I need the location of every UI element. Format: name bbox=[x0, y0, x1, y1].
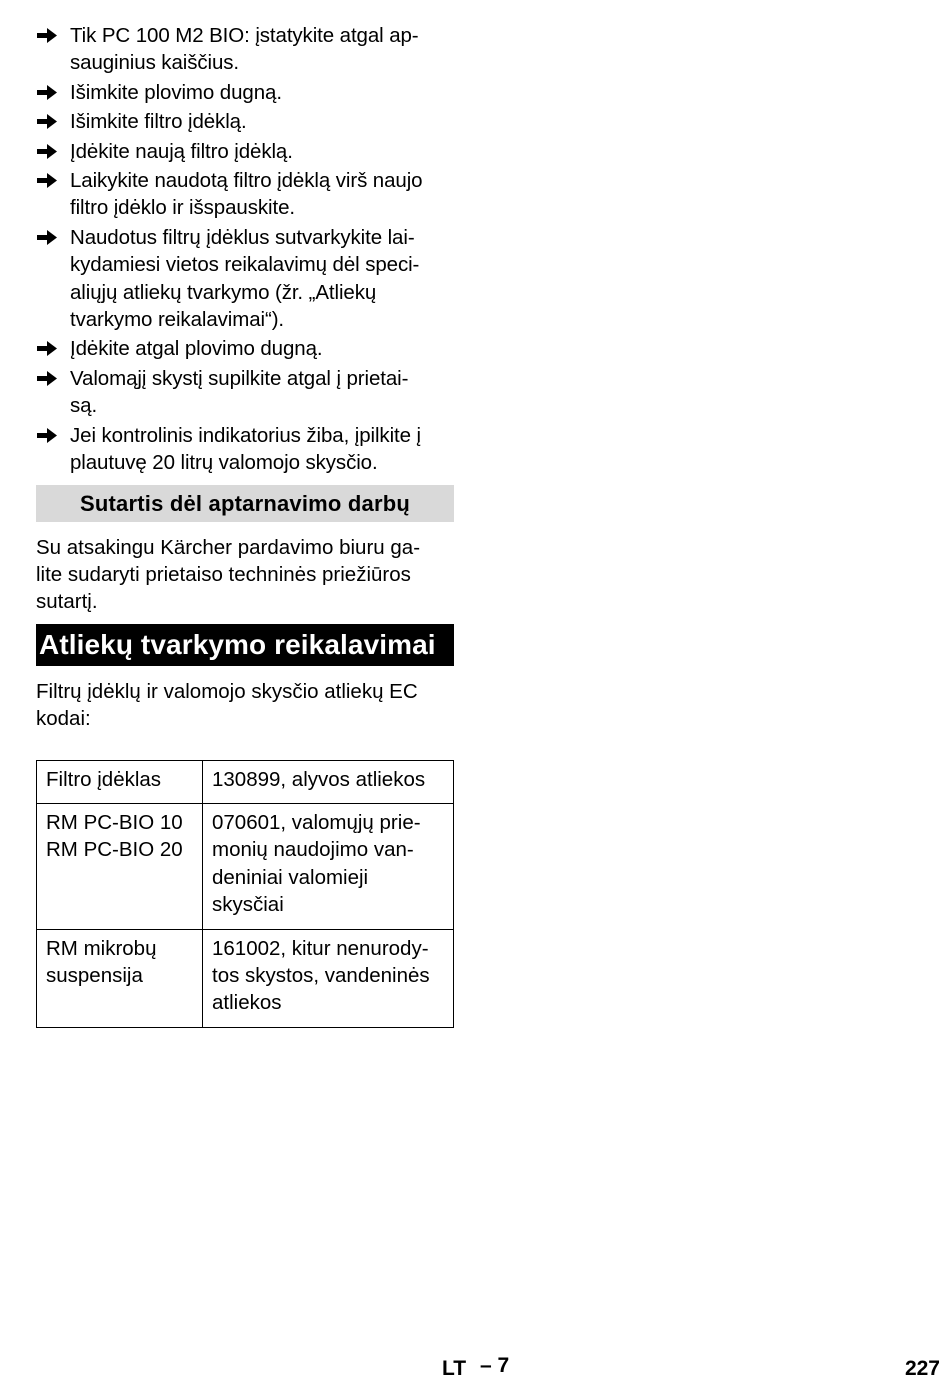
list-item bbox=[36, 22, 454, 77]
content-column bbox=[36, 22, 454, 1028]
step-text: Tik PC 100 M2 BIO: įstatykite atgal ap- sauginius kaiščius. bbox=[70, 24, 419, 75]
arrow-right-icon bbox=[36, 427, 58, 444]
disposal-intro: Filtrų įdėklų ir valomojo skysčio atliekų EC kodai: bbox=[36, 679, 418, 731]
list-item bbox=[36, 224, 454, 334]
step-text: Naudotus filtrų įdėklus sutvarkykite lai- kydamiesi vietos reikalavimų dėl speci- aliųjų atliekų tvarkymo (žr. „Atliekų tvarkymo reikalavimai“). bbox=[70, 225, 420, 332]
footer-section-label bbox=[442, 1354, 510, 1381]
list-item bbox=[36, 335, 454, 362]
arrow-right-icon bbox=[36, 143, 58, 160]
list-item bbox=[36, 422, 454, 477]
waste-code-table bbox=[36, 760, 454, 1028]
arrow-right-icon bbox=[36, 27, 58, 44]
service-text: Su atsakingu Kärcher pardavimo biuru ga- lite sudaryti prietaiso techninės priežiūros sutartį. bbox=[36, 535, 421, 614]
disposal-heading: Atliekų tvarkymo reikalavimai bbox=[36, 624, 454, 666]
arrow-right-icon bbox=[36, 370, 58, 387]
arrow-right-icon bbox=[36, 113, 58, 130]
step-text: Įdėkite naują filtro įdėklą. bbox=[70, 139, 293, 163]
table-cell-code: 161002, kitur nenurody- tos skystos, vandeninės atliekos bbox=[203, 929, 454, 1027]
step-text: Laikykite naudotą filtro įdėklą virš naujo filtro įdėklo ir išspauskite. bbox=[70, 169, 423, 220]
arrow-right-icon bbox=[36, 84, 58, 101]
list-item bbox=[36, 108, 454, 135]
step-text: Valomąjį skystį supilkite atgal į prietai- są. bbox=[70, 366, 409, 418]
table-row bbox=[37, 929, 454, 1027]
table-cell-item: RM mikrobų suspensija bbox=[37, 929, 203, 1027]
service-heading: Sutartis dėl aptarnavimo darbų bbox=[36, 485, 454, 522]
arrow-right-icon bbox=[36, 340, 58, 357]
step-text: Išimkite filtro įdėklą. bbox=[70, 110, 247, 134]
list-item bbox=[36, 167, 454, 222]
step-list bbox=[36, 22, 454, 477]
table-row bbox=[37, 803, 454, 929]
list-item bbox=[36, 365, 454, 420]
table-cell-code: 070601, valomųjų prie- monių naudojimo van- deniniai valomieji skysčiai bbox=[203, 803, 454, 929]
list-item bbox=[36, 79, 454, 106]
table-cell-item: RM PC-BIO 10 RM PC-BIO 20 bbox=[37, 803, 203, 929]
step-text: Išimkite plovimo dugną. bbox=[70, 80, 282, 104]
page-number: 227 bbox=[904, 1357, 940, 1380]
table-cell-item: Filtro įdėklas bbox=[37, 760, 203, 803]
step-text: Įdėkite atgal plovimo dugną. bbox=[70, 337, 323, 361]
footer-language: LT bbox=[442, 1357, 467, 1380]
table-row bbox=[37, 760, 454, 803]
arrow-right-icon bbox=[36, 172, 58, 189]
step-text: Jei kontrolinis indikatorius žiba, įpilkite į plautuvę 20 litrų valomojo skysčio. bbox=[70, 423, 421, 475]
table-cell-code: 130899, alyvos atliekos bbox=[203, 760, 454, 803]
arrow-right-icon bbox=[36, 229, 58, 246]
footer-section-number: – 7 bbox=[479, 1354, 510, 1377]
list-item bbox=[36, 138, 454, 165]
